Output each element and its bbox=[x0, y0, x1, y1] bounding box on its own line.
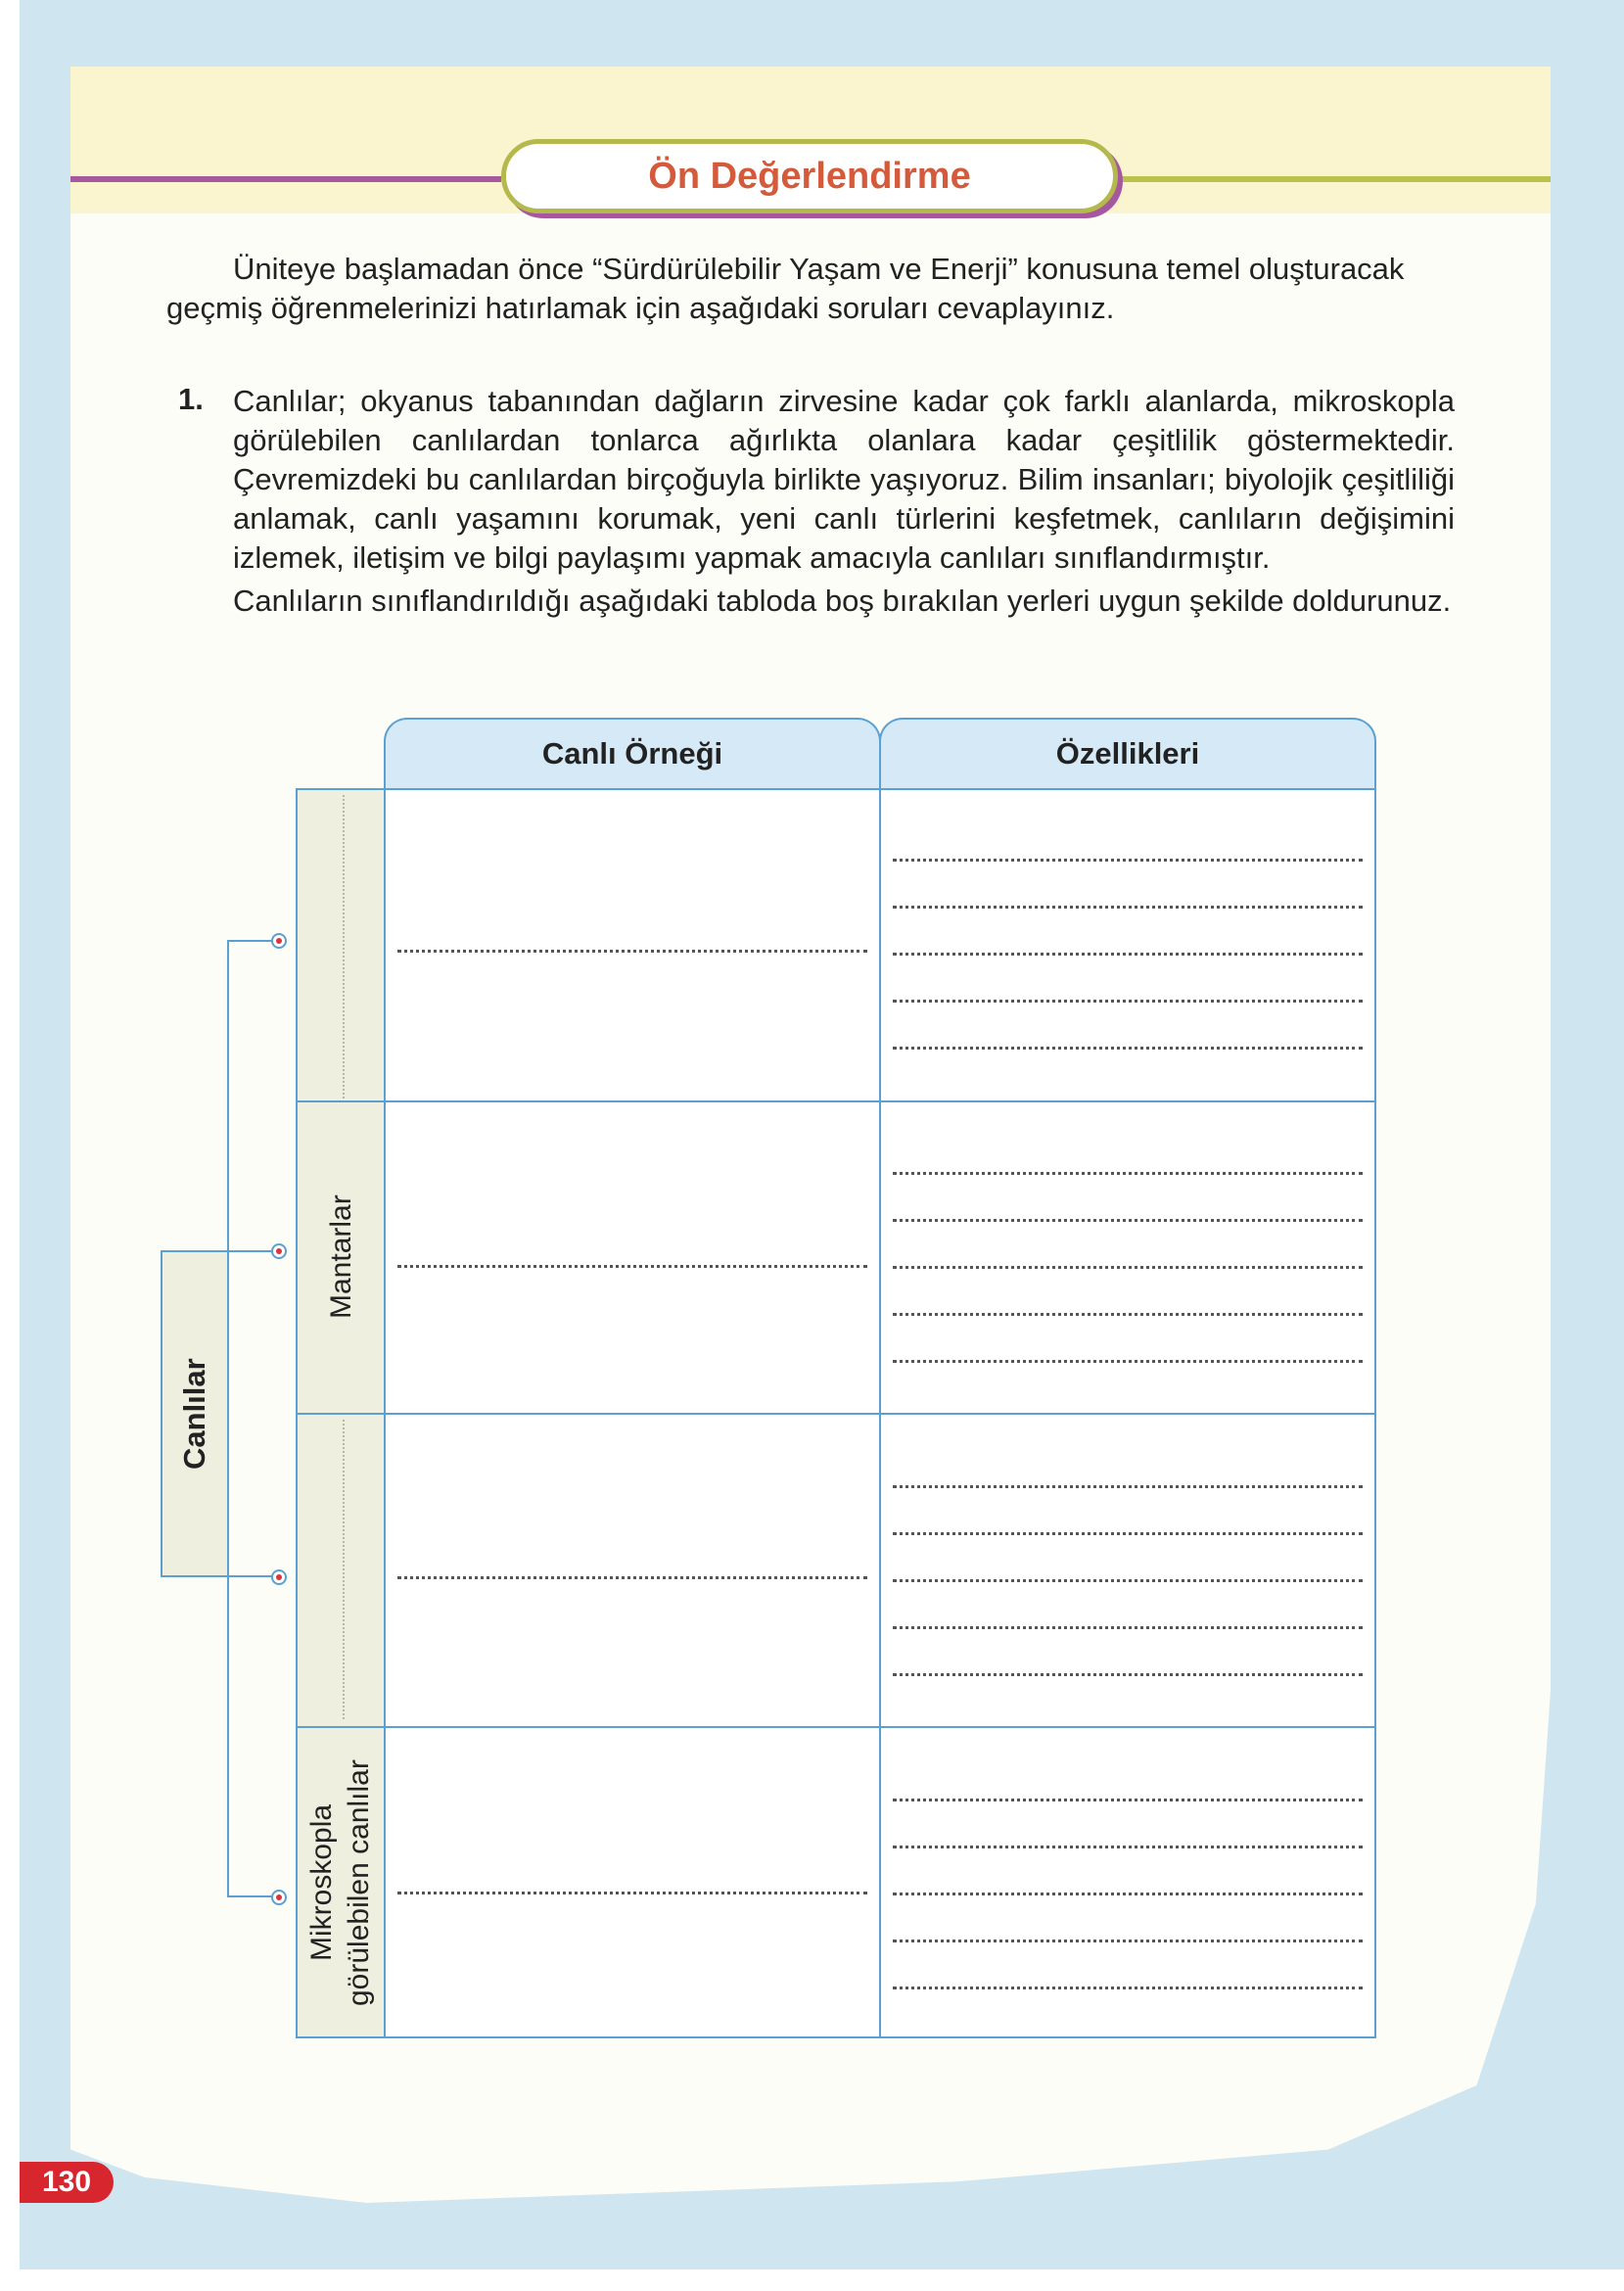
section-title-box bbox=[501, 139, 1118, 213]
property-answer-line[interactable] bbox=[893, 1893, 1363, 1895]
category-blank-1[interactable] bbox=[343, 795, 345, 1099]
intro-text: Üniteye başlamadan önce “Sürdürülebilir Yaşam ve Enerji” konusuna temel oluşturacak geçmiş öğrenmelerinizi hatırlamak için aşağıdaki soruları cevaplayınız. bbox=[166, 252, 1405, 325]
property-answer-line[interactable] bbox=[893, 1360, 1363, 1363]
question-text: Canlılar; okyanus tabanından dağların zirvesine kadar çok farklı alanlarda, mikroskopla görülebilen canlılardan tonlarca ağırlıkta olanlara kadar çeşitlilik göstermektedir. Çevremizdeki bu canlılardan birçoğuyla birlikte yaşıyoruz. Bilim insanları; biyolojik çeşitliliği anlamak, canlı yaşamını korumak, yeni canlı türlerini keşfetmek, canlıların değişimini izlemek, iletişim ve bilgi paylaşımı yapmak amacıyla canlıları sınıflandırmıştır. bbox=[233, 384, 1455, 575]
example-answer-line[interactable] bbox=[397, 1892, 867, 1894]
property-answer-line[interactable] bbox=[893, 906, 1363, 909]
property-answer-line[interactable] bbox=[893, 1266, 1363, 1269]
property-answer-line[interactable] bbox=[893, 1485, 1363, 1488]
branch-dot-icon bbox=[271, 1569, 287, 1585]
example-answer-line[interactable] bbox=[397, 1265, 867, 1268]
intro-paragraph bbox=[166, 250, 1463, 328]
header-properties: Özellikleri bbox=[879, 718, 1376, 788]
table-divider-h1 bbox=[296, 1100, 1376, 1102]
branch-dot-icon bbox=[271, 933, 287, 949]
property-answer-line[interactable] bbox=[893, 1219, 1363, 1222]
question-number: 1. bbox=[178, 382, 204, 416]
property-answer-line[interactable] bbox=[893, 1047, 1363, 1050]
question-instruction: Canlıların sınıflandırıldığı aşağıdaki tabloda boş bırakılan yerleri uygun şekilde doldurunuz. bbox=[233, 584, 1452, 618]
property-answer-line[interactable] bbox=[893, 1799, 1363, 1801]
branch-dot-icon bbox=[271, 1243, 287, 1259]
property-answer-line[interactable] bbox=[893, 1673, 1363, 1676]
property-answer-line[interactable] bbox=[893, 1313, 1363, 1316]
category-mantarlar: Mantarlar bbox=[325, 1194, 357, 1319]
property-answer-line[interactable] bbox=[893, 1532, 1363, 1535]
tree-connector-vertical bbox=[227, 940, 229, 1897]
property-answer-line[interactable] bbox=[893, 1846, 1363, 1848]
table-divider-h2 bbox=[296, 1413, 1376, 1415]
example-answer-line[interactable] bbox=[397, 950, 867, 953]
property-answer-line[interactable] bbox=[893, 1579, 1363, 1582]
property-answer-line[interactable] bbox=[893, 1626, 1363, 1629]
title-rule-right bbox=[1116, 176, 1551, 182]
header-example: Canlı Örneği bbox=[384, 718, 881, 788]
page-margin-bottom bbox=[0, 2269, 1624, 2291]
section-title: Ön Değerlendirme bbox=[648, 155, 971, 197]
title-rule-left bbox=[70, 176, 501, 182]
page-margin-left bbox=[0, 0, 20, 2291]
property-answer-line[interactable] bbox=[893, 1000, 1363, 1003]
property-answer-line[interactable] bbox=[893, 953, 1363, 956]
property-answer-line[interactable] bbox=[893, 1940, 1363, 1942]
example-answer-line[interactable] bbox=[397, 1576, 867, 1579]
root-label: Canlılar bbox=[177, 1358, 211, 1470]
category-microscopic: Mikroskopla görülebilen canlılar bbox=[305, 1759, 375, 2006]
category-blank-3[interactable] bbox=[343, 1420, 345, 1719]
property-answer-line[interactable] bbox=[893, 1987, 1363, 1989]
property-answer-line[interactable] bbox=[893, 1172, 1363, 1175]
page-number: 130 bbox=[20, 2162, 114, 2203]
property-answer-line[interactable] bbox=[893, 859, 1363, 862]
table-divider-h3 bbox=[296, 1726, 1376, 1728]
branch-dot-icon bbox=[271, 1890, 287, 1905]
